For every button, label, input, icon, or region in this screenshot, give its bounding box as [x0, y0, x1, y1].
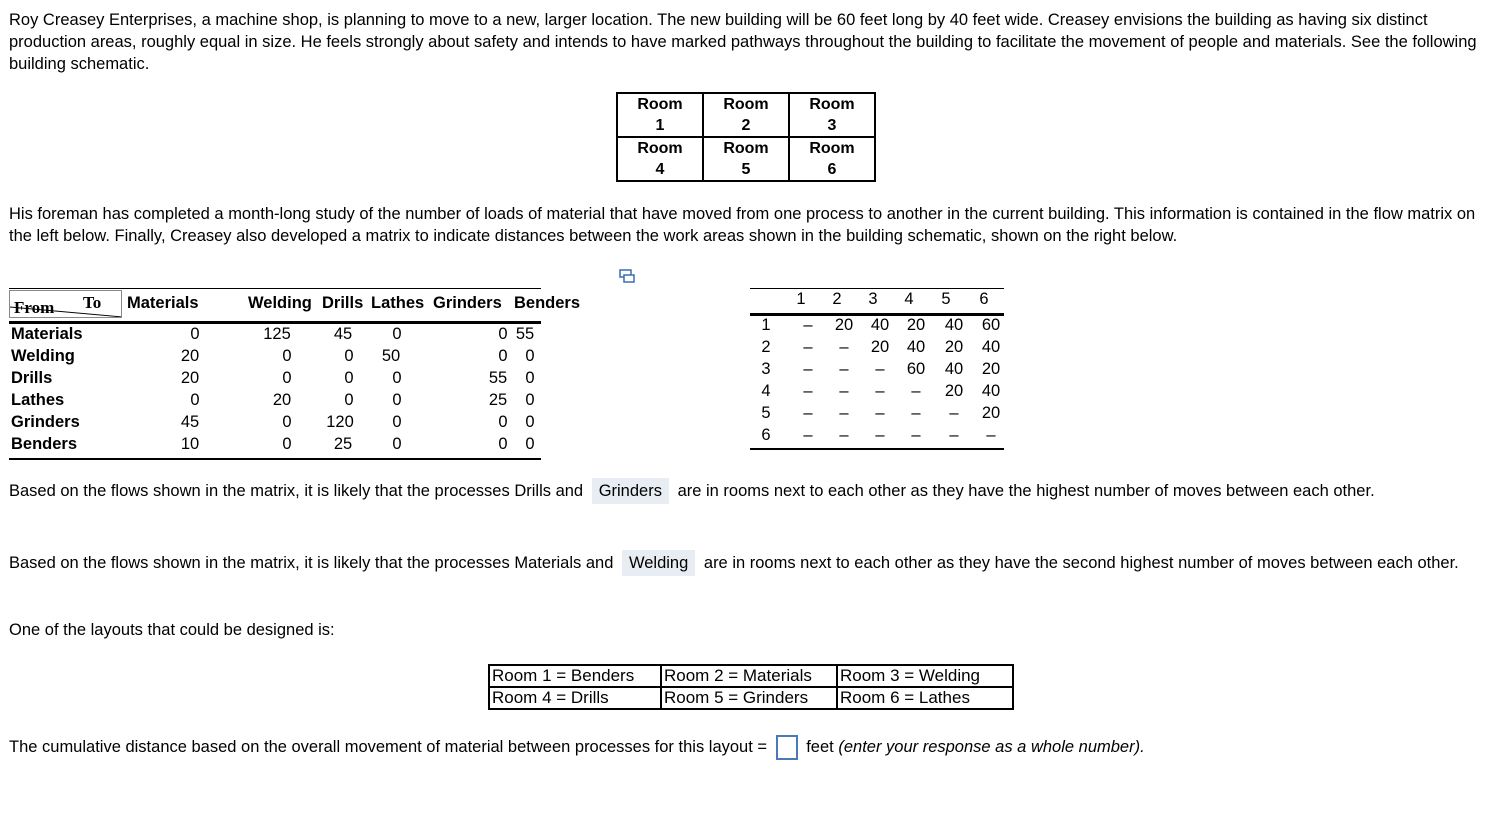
- dist-cell: 20: [944, 382, 964, 400]
- room-6-cell: Room 6: [789, 137, 875, 181]
- col-header-materials: Materials: [127, 294, 199, 312]
- flow-cell: 45: [333, 325, 353, 343]
- question-2: [9, 550, 1479, 577]
- flow-cell: 120: [326, 413, 354, 431]
- dist-cell: –: [986, 426, 996, 444]
- dist-cell: –: [839, 426, 849, 444]
- row-label: Welding: [11, 347, 75, 365]
- dist-cell: 40: [870, 316, 890, 334]
- dist-row-6: [750, 426, 1004, 448]
- flow-bottom-rule: [9, 458, 541, 460]
- dist-cell: 20: [834, 316, 854, 334]
- dist-cell: 20: [944, 338, 964, 356]
- final-question-text: The cumulative distance based on the overall movement of material between processes for this layout =: [9, 738, 768, 756]
- dist-cell: –: [875, 404, 885, 422]
- flow-cell: 0: [392, 391, 402, 409]
- dist-cell: –: [911, 382, 921, 400]
- dist-cell: –: [875, 426, 885, 444]
- flow-row-welding: [9, 347, 541, 369]
- expand-icon[interactable]: [619, 269, 635, 283]
- layout-intro: One of the layouts that could be designed is:: [9, 621, 335, 639]
- dist-row-3: [750, 360, 1004, 382]
- dist-cell: –: [839, 404, 849, 422]
- flow-cell: 0: [392, 413, 402, 431]
- q1-answer[interactable]: Grinders: [592, 478, 669, 504]
- q2-suffix: are in rooms next to each other as they have the second highest number of moves between each other.: [703, 554, 1459, 572]
- q2-answer[interactable]: Welding: [622, 550, 695, 576]
- flow-cell: 0: [498, 325, 508, 343]
- flow-cell: 0: [525, 369, 535, 387]
- distance-matrix: [750, 288, 1004, 452]
- flow-cell: 0: [498, 435, 508, 453]
- dist-col-header: 1: [796, 290, 806, 308]
- dist-bottom-rule: [750, 448, 1004, 450]
- dist-row-label: 1: [761, 316, 771, 334]
- flow-cell: 0: [525, 413, 535, 431]
- flow-cell: 55: [515, 325, 535, 343]
- dist-cell: –: [949, 404, 959, 422]
- unit-label: feet: [806, 738, 834, 756]
- dist-cell: 60: [981, 316, 1001, 334]
- col-header-grinders: Grinders: [433, 294, 502, 312]
- foreman-paragraph: His foreman has completed a month-long study of the number of loads of material that have moved from one process to another in the current building. This information is contained in the flow matrix on the left below. Finally, Creasey also developed a matrix to indicate distances between the work areas shown in the building schematic, shown on the right below.: [9, 205, 1476, 245]
- dist-cell: –: [803, 360, 813, 378]
- dist-cell: 40: [906, 338, 926, 356]
- flow-cell: 0: [525, 347, 535, 365]
- flow-cell: 25: [488, 391, 508, 409]
- dist-cell: –: [803, 404, 813, 422]
- col-header-lathes: Lathes: [371, 294, 425, 312]
- dist-cell: –: [803, 382, 813, 400]
- flow-cell: 0: [282, 347, 292, 365]
- dist-cell: 40: [981, 382, 1001, 400]
- flow-matrix: [9, 288, 581, 460]
- dist-col-header: 3: [868, 290, 878, 308]
- dist-cell: –: [875, 382, 885, 400]
- dist-cell: 40: [944, 360, 964, 378]
- flow-cell: 25: [333, 435, 353, 453]
- room-4-cell: Room 4: [617, 137, 703, 181]
- layout-room-2: Room 2 = Materials: [661, 665, 837, 687]
- col-header-welding: Welding: [248, 294, 312, 312]
- flow-row-grinders: [9, 413, 541, 435]
- flow-cell: 0: [190, 325, 200, 343]
- flow-cell: 0: [392, 435, 402, 453]
- room-3-cell: Room 3: [789, 93, 875, 137]
- flow-row-materials: [9, 325, 541, 347]
- flow-cell: 0: [344, 369, 354, 387]
- building-schematic: [616, 92, 876, 182]
- dist-cell: 20: [981, 404, 1001, 422]
- dist-row-label: 5: [761, 404, 771, 422]
- room-1-cell: Room 1: [617, 93, 703, 137]
- dist-cell: –: [839, 338, 849, 356]
- flow-cell: 0: [525, 391, 535, 409]
- dist-cell: –: [803, 426, 813, 444]
- layout-room-6: Room 6 = Lathes: [837, 687, 1013, 709]
- distance-answer-input[interactable]: [776, 735, 798, 760]
- flow-cell: 0: [282, 435, 292, 453]
- dist-cell: 20: [981, 360, 1001, 378]
- col-header-drills: Drills: [322, 294, 364, 312]
- flow-cell: 0: [392, 325, 402, 343]
- dist-row-label: 4: [761, 382, 771, 400]
- from-label: From: [14, 298, 55, 317]
- row-label: Grinders: [11, 413, 80, 431]
- to-label: To: [83, 293, 102, 312]
- final-question: [9, 733, 1479, 761]
- dist-cell: –: [949, 426, 959, 444]
- dist-top-rule: [750, 288, 1004, 289]
- dist-cell: –: [839, 382, 849, 400]
- flow-cell: 0: [190, 391, 200, 409]
- flow-row-drills: [9, 369, 541, 391]
- row-label: Materials: [11, 325, 83, 343]
- from-to-header: [9, 290, 122, 318]
- dist-cell: –: [803, 338, 813, 356]
- flow-cell: 0: [392, 369, 402, 387]
- dist-cell: 40: [944, 316, 964, 334]
- dist-row-2: [750, 338, 1004, 360]
- dist-row-label: 6: [761, 426, 771, 444]
- flow-cell: 0: [282, 413, 292, 431]
- flow-cell: 0: [525, 435, 535, 453]
- flow-header-rule: [9, 321, 541, 324]
- flow-cell: 55: [488, 369, 508, 387]
- dist-cell: 20: [906, 316, 926, 334]
- room-2-cell: Room 2: [703, 93, 789, 137]
- dist-col-header: 5: [941, 290, 951, 308]
- flow-cell: 125: [263, 325, 291, 343]
- intro-paragraph: Roy Creasey Enterprises, a machine shop, is planning to move to a new, larger location. The new building will be 60 feet long by 40 feet wide. Creasey envisions the building as having six distinct production areas, roughly equal in size. He feels strongly about safety and intends to have marked pathways throughout the building to facilitate the movement of people and materials. See the following building schematic.: [9, 11, 1477, 73]
- flow-cell: 20: [180, 369, 200, 387]
- flow-cell: 10: [180, 435, 200, 453]
- layout-table: [488, 664, 1014, 710]
- dist-cell: 60: [906, 360, 926, 378]
- flow-row-benders: [9, 435, 541, 457]
- q1-suffix: are in rooms next to each other as they have the highest number of moves between each other.: [677, 482, 1375, 500]
- row-label: Lathes: [11, 391, 65, 409]
- dist-row-label: 3: [761, 360, 771, 378]
- flow-row-lathes: [9, 391, 541, 413]
- layout-room-1: Room 1 = Benders: [489, 665, 661, 687]
- flow-cell: 20: [272, 391, 292, 409]
- dist-cell: –: [911, 426, 921, 444]
- layout-room-5: Room 5 = Grinders: [661, 687, 837, 709]
- dist-row-1: [750, 316, 1004, 338]
- instruction-hint: (enter your response as a whole number).: [838, 738, 1145, 756]
- dist-cell: –: [875, 360, 885, 378]
- layout-room-3: Room 3 = Welding: [837, 665, 1013, 687]
- q1-prefix: Based on the flows shown in the matrix, it is likely that the processes Drills and: [9, 482, 584, 500]
- dist-col-header: 2: [832, 290, 842, 308]
- row-label: Drills: [11, 369, 53, 387]
- dist-row-5: [750, 404, 1004, 426]
- q2-prefix: Based on the flows shown in the matrix, it is likely that the processes Materials and: [9, 554, 614, 572]
- dist-row-4: [750, 382, 1004, 404]
- dist-cell: –: [911, 404, 921, 422]
- col-header-benders: Benders: [514, 294, 581, 312]
- dist-col-header: 6: [979, 290, 989, 308]
- row-label: Benders: [11, 435, 78, 453]
- dist-cell: –: [803, 316, 813, 334]
- flow-cell: 0: [498, 413, 508, 431]
- dist-cell: –: [839, 360, 849, 378]
- flow-cell: 45: [180, 413, 200, 431]
- flow-cell: 0: [282, 369, 292, 387]
- flow-cell: 0: [344, 347, 354, 365]
- dist-col-header: 4: [904, 290, 914, 308]
- flow-cell: 0: [498, 347, 508, 365]
- flow-cell: 20: [180, 347, 200, 365]
- flow-cell: 0: [344, 391, 354, 409]
- question-1: [9, 478, 1479, 505]
- dist-row-label: 2: [761, 338, 771, 356]
- flow-top-rule: [9, 288, 541, 289]
- room-5-cell: Room 5: [703, 137, 789, 181]
- layout-room-4: Room 4 = Drills: [489, 687, 661, 709]
- dist-cell: 40: [981, 338, 1001, 356]
- dist-cell: 20: [870, 338, 890, 356]
- flow-cell: 50: [381, 347, 401, 365]
